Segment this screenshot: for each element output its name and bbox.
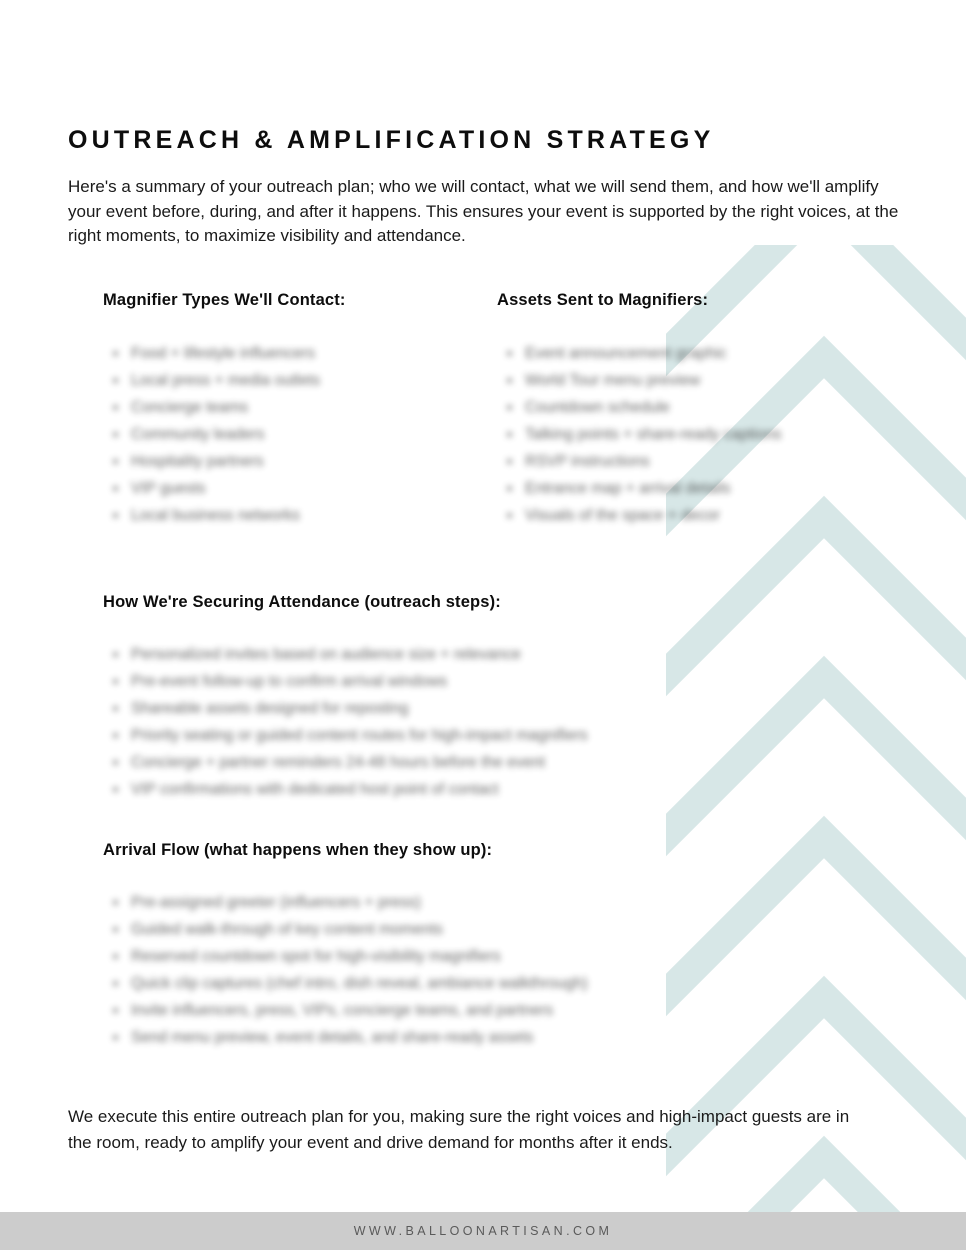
section-magnifier-types	[103, 291, 493, 529]
list-arrival-flow	[103, 889, 903, 1051]
page-title: OUTREACH & AMPLIFICATION STRATEGY	[68, 125, 715, 154]
closing-paragraph: We execute this entire outreach plan for you, making sure the right voices and high-impact guests are in the room, ready to amplify your event and drive demand for months after it ends.	[68, 1107, 850, 1152]
list-item: Visuals of the space + decor	[497, 502, 897, 529]
list-item: Pre-assigned greeter (influencers + press)	[103, 889, 903, 916]
list-item: RSVP instructions	[497, 448, 897, 475]
list-item: Priority seating or guided content routes for high-impact magnifiers	[103, 722, 903, 749]
list-item: Food + lifestyle influencers	[103, 340, 493, 367]
intro-paragraph: Here's a summary of your outreach plan; who we will contact, what we will send them, and how we'll amplify your event before, during, and after it happens. This ensures your event is supported by the right voices, at the right moments, to maximize visibility and attendance.	[68, 177, 899, 245]
list-item: Quick clip captures (chef intro, dish reveal, ambiance walkthrough)	[103, 970, 903, 997]
section-securing-attendance	[103, 593, 903, 803]
list-item: Pre-event follow-up to confirm arrival windows	[103, 668, 903, 695]
footer-website-url: WWW.BALLOONARTISAN.COM	[353, 1224, 613, 1238]
section-assets-sent	[497, 291, 897, 529]
list-item: Send menu preview, event details, and share-ready assets	[103, 1024, 903, 1051]
list-item: Hospitality partners	[103, 448, 493, 475]
list-assets-sent	[497, 340, 897, 529]
section-heading-securing-attendance: How We're Securing Attendance (outreach steps):	[103, 593, 501, 611]
list-item: VIP confirmations with dedicated host point of contact	[103, 776, 903, 803]
list-item: Event announcement graphic	[497, 340, 897, 367]
list-item: Personalized invites based on audience size + relevance	[103, 641, 903, 668]
section-heading-assets-sent: Assets Sent to Magnifiers:	[497, 291, 709, 309]
list-item: Entrance map + arrival details	[497, 475, 897, 502]
list-item: Countdown schedule	[497, 394, 897, 421]
list-item: Local business networks	[103, 502, 493, 529]
list-item: Concierge teams	[103, 394, 493, 421]
section-heading-arrival-flow: Arrival Flow (what happens when they show up):	[103, 841, 493, 859]
section-heading-magnifier-types: Magnifier Types We'll Contact:	[103, 291, 346, 309]
list-item: Talking points + share-ready captions	[497, 421, 897, 448]
list-item: Invite influencers, press, VIPs, concierge teams, and partners	[103, 997, 903, 1024]
list-item: Local press + media outlets	[103, 367, 493, 394]
list-item: Community leaders	[103, 421, 493, 448]
list-item: Guided walk-through of key content moments	[103, 916, 903, 943]
page-footer	[0, 1212, 966, 1250]
list-item: Reserved countdown spot for high-visibility magnifiers	[103, 943, 903, 970]
list-item: Shareable assets designed for reposting	[103, 695, 903, 722]
list-item: Concierge + partner reminders 24-48 hours before the event	[103, 749, 903, 776]
list-item: World Tour menu preview	[497, 367, 897, 394]
list-item: VIP guests	[103, 475, 493, 502]
list-securing-attendance	[103, 641, 903, 803]
section-arrival-flow	[103, 841, 903, 1051]
list-magnifier-types	[103, 340, 493, 529]
